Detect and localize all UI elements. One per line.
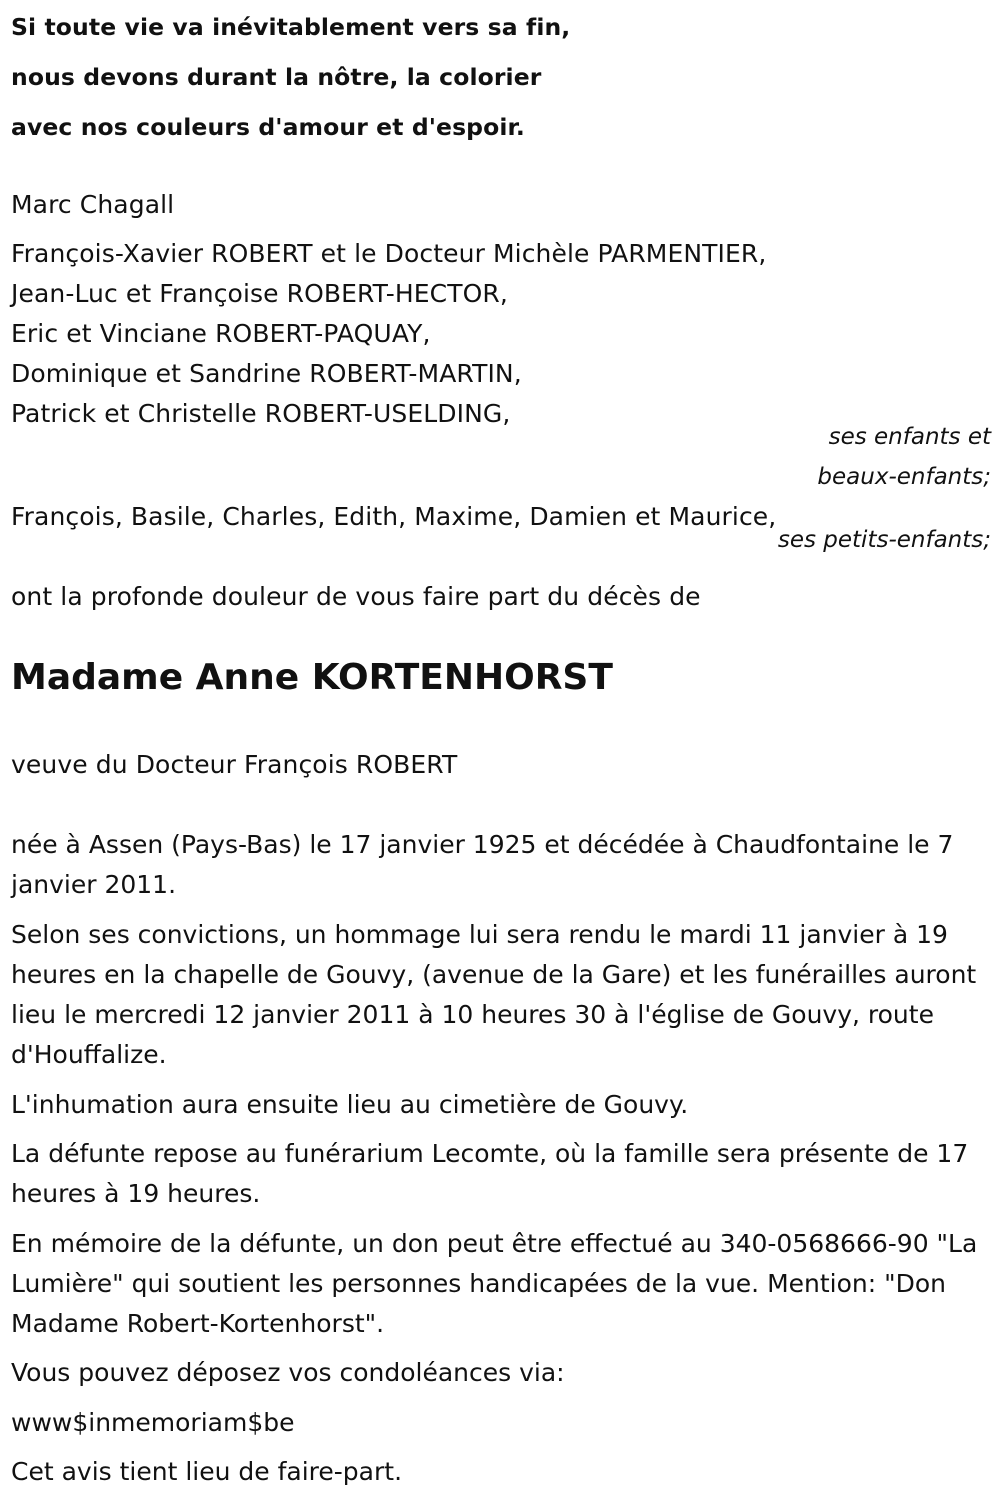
- child-line-1: François-Xavier ROBERT et le Docteur Michèle PARMENTIER,: [11, 239, 767, 268]
- child-line-4: Dominique et Sandrine ROBERT-MARTIN,: [11, 359, 522, 388]
- epigraph-line-2: nous devons durant la nôtre, la colorier: [11, 63, 542, 91]
- ceremony-paragraph: Selon ses convictions, un hommage lui sera rendu le mardi 11 janvier à 19 heures en la chapelle de Gouvy, (avenue de la Gare) et les funérailles auront lieu le mercredi 12 janvier 2011 à 10 heures 30 à l'église de Gouvy, route d'Houffalize.: [11, 920, 977, 1069]
- children-relation-2: beaux-enfants;: [817, 464, 991, 490]
- donation-paragraph: En mémoire de la défunte, un don peut être effectué au 340-0568666-90 "La Lumière" qui soutient les personnes handicapées de la vue. Mention: "Don Madame Robert-Kortenhorst".: [11, 1229, 978, 1338]
- burial-paragraph: L'inhumation aura ensuite lieu au cimetière de Gouvy.: [11, 1090, 689, 1119]
- deceased-name: Madame Anne KORTENHORST: [11, 657, 613, 698]
- child-line-3: Eric et Vinciane ROBERT-PAQUAY,: [11, 319, 431, 348]
- epigraph-line-1: Si toute vie va inévitablement vers sa fin,: [11, 13, 571, 41]
- grandchildren-names: François, Basile, Charles, Edith, Maxime, Damien et Maurice,: [11, 502, 777, 531]
- viewing-paragraph: La défunte repose au funérarium Lecomte, où la famille sera présente de 17 heures à 19 heures.: [11, 1139, 969, 1208]
- epigraph-line-3: avec nos couleurs d'amour et d'espoir.: [11, 113, 525, 141]
- epigraph-author: Marc Chagall: [11, 190, 175, 219]
- condolences-site: www$inmemoriam$be: [11, 1408, 295, 1437]
- child-line-2: Jean-Luc et Françoise ROBERT-HECTOR,: [11, 279, 508, 308]
- child-line-5: Patrick et Christelle ROBERT-USELDING,: [11, 399, 511, 428]
- closing-line: Cet avis tient lieu de faire-part.: [11, 1457, 403, 1486]
- condolences-intro: Vous pouvez déposez vos condoléances via:: [11, 1358, 565, 1387]
- widow-of: veuve du Docteur François ROBERT: [11, 750, 458, 779]
- birth-death-paragraph: née à Assen (Pays-Bas) le 17 janvier 1925 et décédée à Chaudfontaine le 7 janvier 2011.: [11, 830, 954, 899]
- children-relation-1: ses enfants et: [828, 424, 991, 450]
- announcement-text: ont la profonde douleur de vous faire part du décès de: [11, 582, 701, 611]
- grandchildren-relation: ses petits-enfants;: [777, 527, 991, 553]
